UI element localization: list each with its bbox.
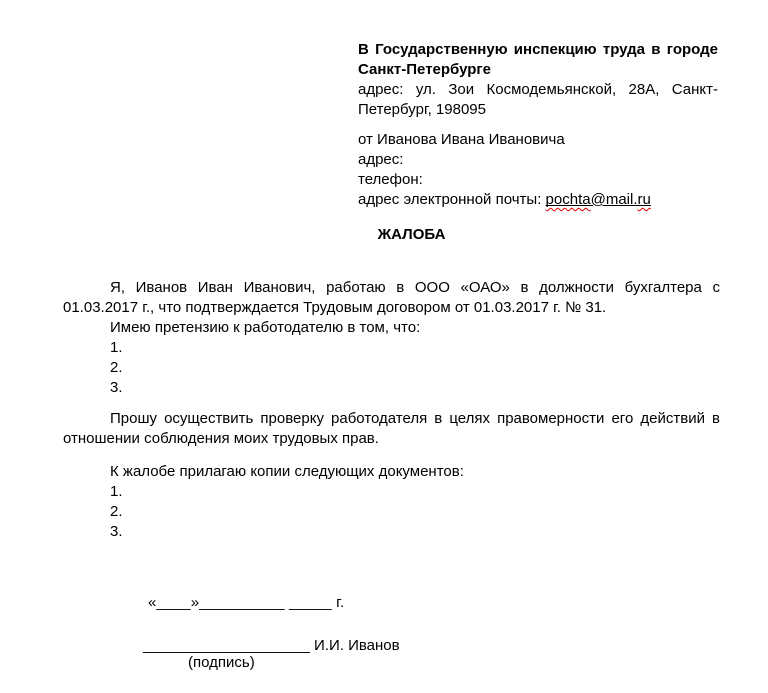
recipient-name: В Государственную инспекцию труда в городе Санкт-Петербурге [358,41,718,78]
claim-intro-line: Имею претензию к работодателю в том, что: [110,319,421,336]
signature-blank: ____________________ [143,637,310,654]
sender-email-link[interactable] [546,191,651,208]
recipient-address: адрес: ул. Зои Космодемьянской, 28А, Санкт-Петербург, 198095 [358,81,718,118]
document-header-block [358,40,718,210]
attachment-item-1: 1. [110,483,123,500]
claim-item-3: 3. [110,379,123,396]
attachment-item-2: 2. [110,503,123,520]
sender-email-label: адрес электронной почты: [358,191,546,208]
signature-caption: (подпись) [188,654,255,671]
email-domain-part: @mail. [590,191,638,208]
date-blank-line: «____»__________ _____ г. [148,594,345,611]
attachment-item-3: 3. [110,523,123,540]
request-paragraph: Прошу осуществить проверку работодателя в целях правомерности его действий в отношении соблюдения моих трудовых прав. [63,410,720,447]
claim-item-2: 2. [110,359,123,376]
sender-block [358,130,718,210]
claim-item-1: 1. [110,339,123,356]
signatory-name: И.И. Иванов [314,637,400,654]
attachments-intro-line: К жалобе прилагаю копии следующих документов: [110,463,464,480]
intro-paragraph: Я, Иванов Иван Иванович, работаю в ООО «ОАО» в должности бухгалтера с 01.03.2017 г., что подтверждается Трудовым договором от 01.03.2017 г. № 31. [63,279,720,316]
email-tld-part: ru [637,191,651,208]
sender-phone-label: телефон: [358,171,423,188]
sender-from-line: от Иванова Ивана Ивановича [358,131,565,148]
sender-address-label: адрес: [358,151,404,168]
email-user-part: pochta [545,191,591,208]
sender-email-line [358,190,718,210]
document-title: ЖАЛОБА [377,226,446,243]
